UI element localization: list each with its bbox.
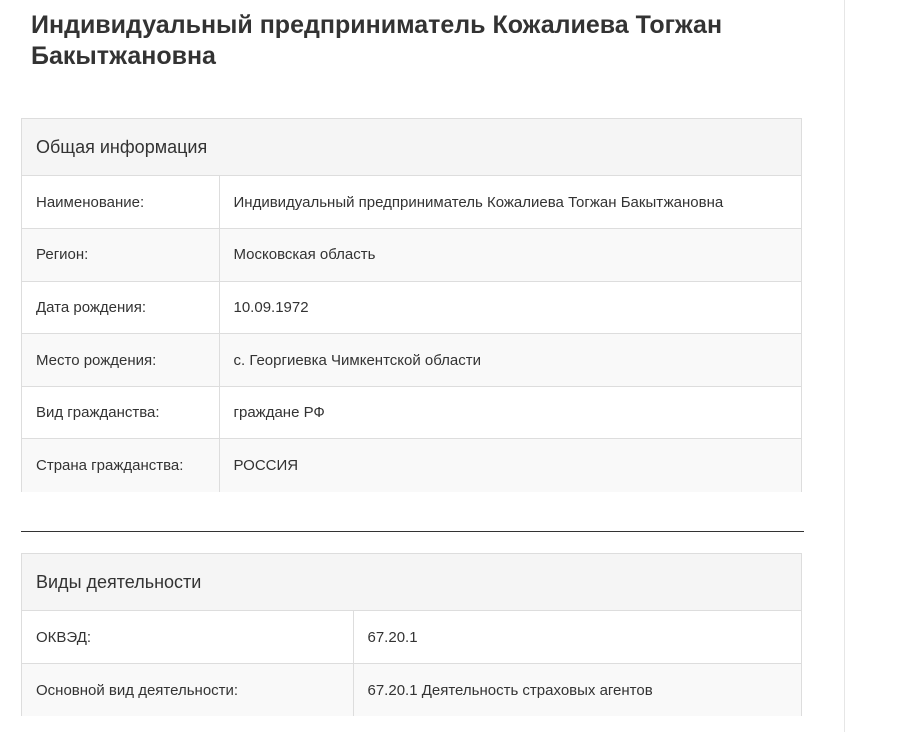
name-label: Наименование: — [22, 176, 219, 229]
activities-table — [22, 611, 801, 716]
general-info-table — [22, 176, 801, 492]
section-divider — [21, 531, 804, 532]
table-row — [22, 611, 801, 664]
citizenship-type-label: Вид гражданства: — [22, 386, 219, 439]
general-info-panel — [21, 118, 802, 492]
table-row — [22, 664, 801, 717]
activities-heading: Виды деятельности — [22, 554, 801, 611]
birth-place-value: с. Георгиевка Чимкентской области — [219, 334, 801, 387]
page-title: Индивидуальный предприниматель Кожалиева Тогжан Бакытжановна — [31, 11, 723, 70]
region-value: Московская область — [219, 229, 801, 282]
citizenship-country-label: Страна гражданства: — [22, 439, 219, 492]
birth-date-value: 10.09.1972 — [219, 281, 801, 334]
name-value: Индивидуальный предприниматель Кожалиева Тогжан Бакытжановна — [219, 176, 801, 229]
okved-value: 67.20.1 — [353, 611, 801, 664]
okved-label: ОКВЭД: — [22, 611, 353, 664]
main-activity-value: 67.20.1 Деятельность страховых агентов — [353, 664, 801, 717]
birth-place-label: Место рождения: — [22, 334, 219, 387]
content-right-border — [844, 0, 845, 732]
region-label: Регион: — [22, 229, 219, 282]
main-activity-label: Основной вид деятельности: — [22, 664, 353, 717]
table-row — [22, 386, 801, 439]
birth-date-label: Дата рождения: — [22, 281, 219, 334]
citizenship-type-value: граждане РФ — [219, 386, 801, 439]
table-row — [22, 439, 801, 492]
table-row — [22, 281, 801, 334]
activities-panel — [21, 553, 802, 716]
table-row — [22, 176, 801, 229]
citizenship-country-value: РОССИЯ — [219, 439, 801, 492]
table-row — [22, 229, 801, 282]
table-row — [22, 334, 801, 387]
general-info-heading: Общая информация — [22, 119, 801, 176]
